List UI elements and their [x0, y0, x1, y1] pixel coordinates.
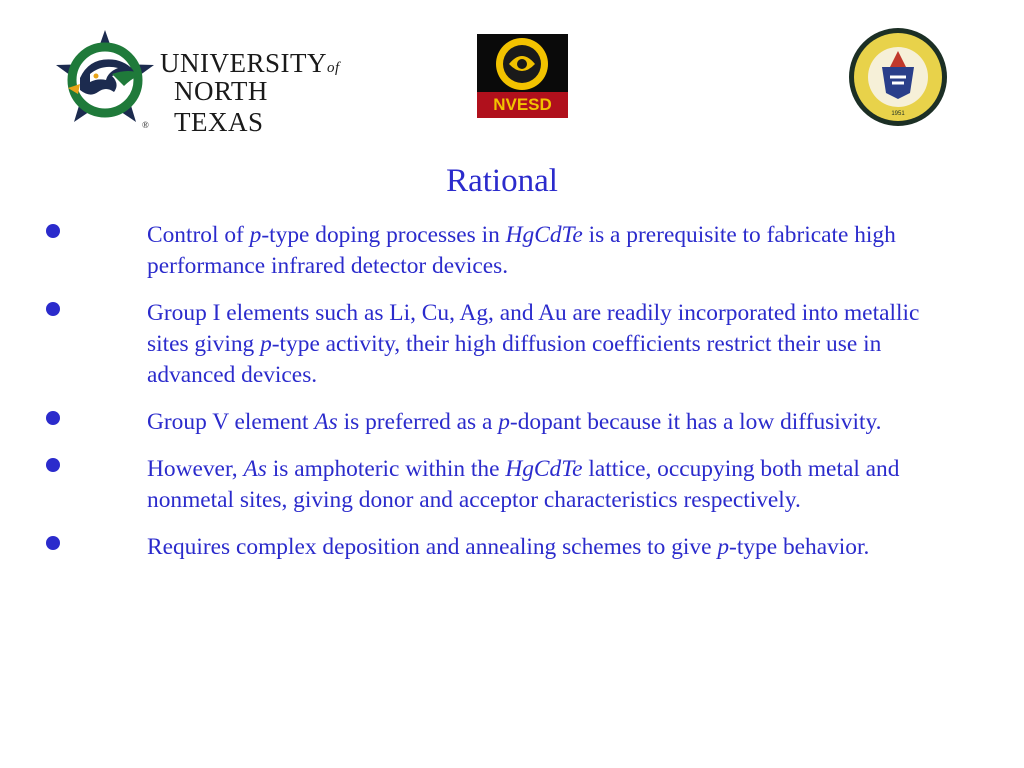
italic-term: p: [717, 534, 730, 560]
text-run: Group V element: [147, 409, 315, 435]
italic-term: p: [498, 409, 510, 435]
university-of-north-texas-logo: [50, 28, 340, 137]
bullet-item: [46, 298, 951, 391]
nvesd-logo: [477, 34, 568, 118]
text-run: Group I elements such as Li, Cu, Ag, and Au are readily incorporated into metallic sites giving: [147, 300, 920, 357]
bullet-item: [46, 220, 951, 282]
unt-registered-mark: ®: [142, 120, 150, 130]
bullet-text: [147, 300, 919, 388]
text-run: is a prerequisite to fabricate high performance infrared detector devices.: [147, 222, 896, 279]
bullet-dot-icon: [46, 536, 60, 550]
italic-term: p: [260, 331, 272, 357]
italic-term: As: [314, 409, 338, 435]
bullet-dot-icon: [46, 224, 60, 238]
bullet-text: [147, 409, 881, 435]
bullet-text: [147, 456, 899, 513]
army-research-office-seal: [846, 27, 950, 127]
italic-term: HgCdTe: [505, 222, 583, 248]
unt-word-line2: NORTH TEXAS: [174, 76, 268, 137]
italic-term: HgCdTe: [505, 456, 583, 482]
bullet-item: [46, 532, 951, 563]
bullet-dot-icon: [46, 458, 60, 472]
unt-word-of: of: [327, 60, 340, 76]
bullet-list: [46, 220, 951, 579]
slide-title: Rational: [446, 163, 558, 199]
text-run: -type doping processes in: [261, 222, 506, 248]
text-run: -type activity, their high diffusion coefficients restrict their use in advanced devices.: [147, 331, 882, 388]
bullet-text: [147, 534, 869, 560]
army-seal-year: 1951: [891, 111, 905, 117]
italic-term: As: [243, 456, 267, 482]
text-run: Control of: [147, 222, 250, 248]
italic-term: p: [249, 222, 262, 248]
bullet-dot-icon: [46, 302, 60, 316]
bullet-item: [46, 454, 951, 516]
text-run: However,: [147, 456, 244, 482]
text-run: lattice, occupying both metal and nonmetal sites, giving donor and acceptor characteristics respectively.: [147, 456, 900, 513]
text-run: -type behavior.: [729, 534, 870, 560]
text-run: is preferred as a: [337, 409, 499, 435]
text-run: -dopant because it has a low diffusivity.: [509, 409, 882, 435]
unt-word-line1: UNIVERSITY: [160, 48, 327, 78]
nvesd-label: NVESD: [493, 95, 552, 114]
text-run: is amphoteric within the: [266, 456, 506, 482]
text-run: Requires complex deposition and annealing schemes to give: [147, 534, 718, 560]
bullet-item: [46, 407, 951, 438]
bullet-text: [147, 222, 896, 279]
unt-eagle-star-emblem: [50, 28, 160, 134]
bullet-dot-icon: [46, 411, 60, 425]
